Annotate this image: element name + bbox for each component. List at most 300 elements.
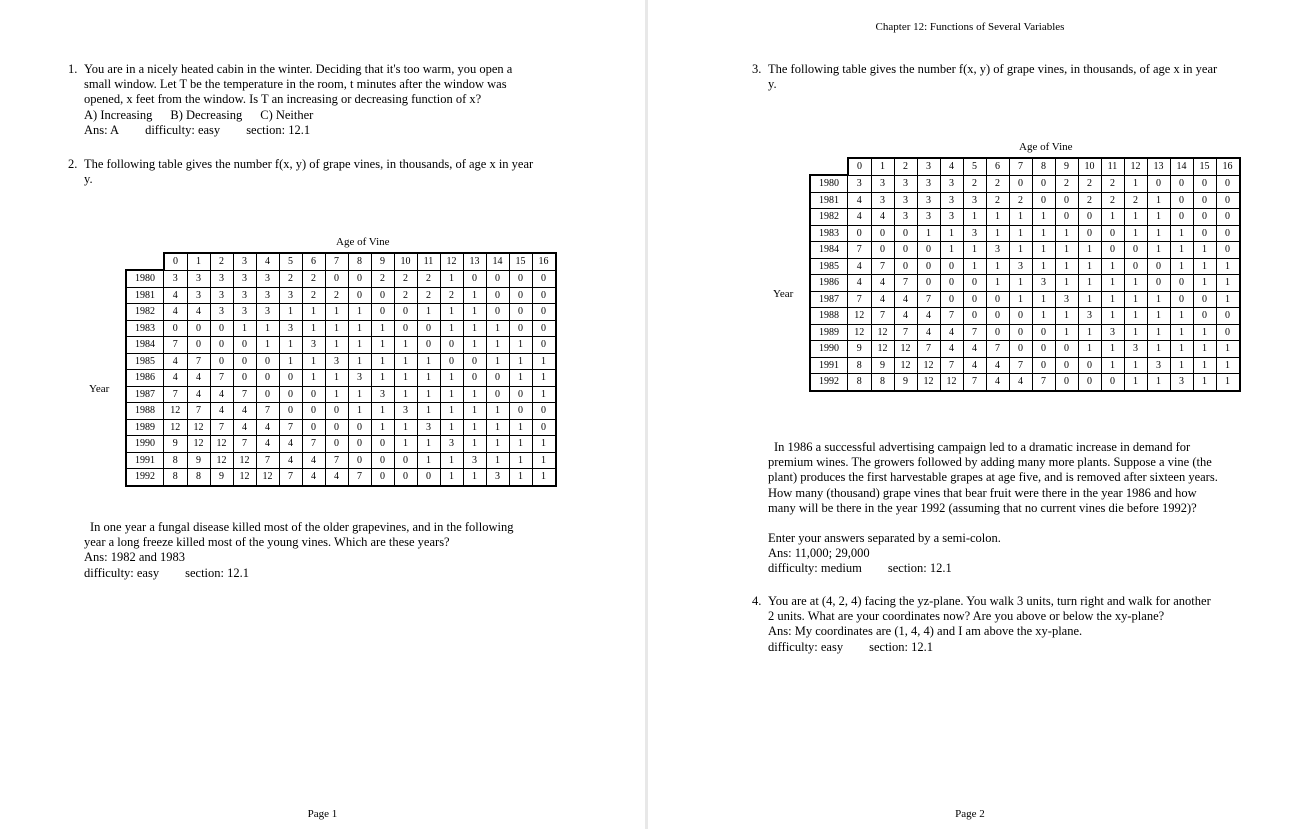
value-cell: 1 xyxy=(440,469,463,486)
value-cell: 0 xyxy=(348,436,371,453)
value-cell: 12 xyxy=(848,308,872,325)
age-header-cell: 7 xyxy=(325,253,348,270)
value-cell: 1 xyxy=(1147,308,1170,325)
value-cell: 0 xyxy=(1032,175,1055,192)
value-cell: 0 xyxy=(325,403,348,420)
value-cell: 3 xyxy=(871,175,894,192)
value-cell: 0 xyxy=(986,324,1009,341)
table-row xyxy=(126,337,556,354)
value-cell: 1 xyxy=(1101,209,1124,226)
value-cell: 9 xyxy=(164,436,188,453)
answer-meta xyxy=(84,566,584,581)
value-cell: 8 xyxy=(848,374,872,391)
question-line: year a long freeze killed most of the young vines. Which are these years? xyxy=(84,535,450,550)
age-header-cell: 13 xyxy=(463,253,486,270)
value-cell: 0 xyxy=(532,304,556,321)
value-cell: 0 xyxy=(371,469,394,486)
value-cell: 3 xyxy=(233,287,256,304)
value-cell: 1 xyxy=(1055,258,1078,275)
year-cell: 1986 xyxy=(126,370,164,387)
value-cell: 0 xyxy=(210,353,233,370)
value-cell: 7 xyxy=(894,324,917,341)
value-cell: 4 xyxy=(302,469,325,486)
age-header-cell: 14 xyxy=(486,253,509,270)
value-cell: 1 xyxy=(1147,242,1170,259)
value-cell: 7 xyxy=(917,341,940,358)
value-cell: 0 xyxy=(302,386,325,403)
value-cell: 4 xyxy=(917,324,940,341)
value-cell: 0 xyxy=(871,242,894,259)
value-cell: 0 xyxy=(1147,275,1170,292)
value-cell: 0 xyxy=(509,386,532,403)
value-cell: 1 xyxy=(1193,357,1216,374)
value-cell: 4 xyxy=(848,275,872,292)
value-cell: 7 xyxy=(848,242,872,259)
value-cell: 0 xyxy=(917,275,940,292)
value-cell: 3 xyxy=(440,436,463,453)
value-cell: 1 xyxy=(1078,242,1101,259)
value-cell: 3 xyxy=(233,270,256,287)
year-cell: 1984 xyxy=(810,242,848,259)
answer: Ans: 1982 and 1983 xyxy=(84,550,186,565)
value-cell: 0 xyxy=(1101,374,1124,391)
value-cell: 4 xyxy=(164,304,188,321)
value-cell: 0 xyxy=(233,370,256,387)
value-cell: 1 xyxy=(348,403,371,420)
value-cell: 12 xyxy=(233,469,256,486)
table-row xyxy=(810,341,1240,358)
value-cell: 0 xyxy=(848,225,872,242)
value-cell: 1 xyxy=(1124,374,1147,391)
year-cell: 1990 xyxy=(810,341,848,358)
value-cell: 7 xyxy=(302,436,325,453)
value-cell: 0 xyxy=(1055,192,1078,209)
year-cell: 1987 xyxy=(810,291,848,308)
year-cell: 1988 xyxy=(810,308,848,325)
value-cell: 0 xyxy=(417,320,440,337)
value-cell: 0 xyxy=(1032,357,1055,374)
value-cell: 1 xyxy=(1078,324,1101,341)
value-cell: 1 xyxy=(1170,341,1193,358)
value-cell: 0 xyxy=(1009,341,1032,358)
age-header-cell: 9 xyxy=(371,253,394,270)
value-cell: 1 xyxy=(1055,308,1078,325)
value-cell: 0 xyxy=(394,452,417,469)
year-cell: 1991 xyxy=(810,357,848,374)
value-cell: 1 xyxy=(1124,291,1147,308)
value-cell: 8 xyxy=(848,357,872,374)
value-cell: 1 xyxy=(463,304,486,321)
value-cell: 3 xyxy=(1124,341,1147,358)
value-cell: 1 xyxy=(440,386,463,403)
value-cell: 1 xyxy=(256,337,279,354)
value-cell: 12 xyxy=(917,374,940,391)
question-line: premium wines. The growers followed by adding many more plants. Suppose a vine (the xyxy=(768,455,1212,470)
age-header-cell: 11 xyxy=(417,253,440,270)
value-cell: 1 xyxy=(1216,374,1240,391)
value-cell: 4 xyxy=(187,370,210,387)
value-cell: 1 xyxy=(417,370,440,387)
value-cell: 3 xyxy=(256,270,279,287)
value-cell: 0 xyxy=(940,291,963,308)
value-cell: 1 xyxy=(371,337,394,354)
value-cell: 0 xyxy=(1101,225,1124,242)
value-cell: 4 xyxy=(871,275,894,292)
value-cell: 1 xyxy=(1124,357,1147,374)
value-cell: 12 xyxy=(164,403,188,420)
value-cell: 1 xyxy=(1124,324,1147,341)
value-cell: 0 xyxy=(325,436,348,453)
value-cell: 9 xyxy=(894,374,917,391)
year-cell: 1989 xyxy=(810,324,848,341)
table-row xyxy=(126,270,556,287)
table-row xyxy=(126,386,556,403)
age-header-cell: 9 xyxy=(1055,158,1078,175)
question-line: The following table gives the number f(x, y) of grape vines, in thousands, of age x in year xyxy=(768,62,1218,76)
table-header-row xyxy=(126,253,556,270)
value-cell: 3 xyxy=(371,386,394,403)
age-header-cell: 12 xyxy=(1124,158,1147,175)
value-cell: 12 xyxy=(187,419,210,436)
question-3-intro xyxy=(752,62,1268,92)
value-cell: 1 xyxy=(348,353,371,370)
value-cell: 0 xyxy=(917,242,940,259)
value-cell: 7 xyxy=(1032,374,1055,391)
value-cell: 0 xyxy=(894,258,917,275)
value-cell: 7 xyxy=(940,357,963,374)
value-cell: 1 xyxy=(325,386,348,403)
value-cell: 8 xyxy=(164,469,188,486)
age-header-cell: 4 xyxy=(940,158,963,175)
question-line: y. xyxy=(768,77,777,92)
value-cell: 1 xyxy=(394,436,417,453)
year-cell: 1982 xyxy=(126,304,164,321)
value-cell: 7 xyxy=(894,275,917,292)
value-cell: 0 xyxy=(348,270,371,287)
value-cell: 0 xyxy=(371,304,394,321)
answer-meta xyxy=(768,561,1268,576)
value-cell: 0 xyxy=(1078,209,1101,226)
value-cell: 4 xyxy=(894,308,917,325)
table-row xyxy=(126,469,556,486)
value-cell: 1 xyxy=(1009,242,1032,259)
value-cell: 0 xyxy=(1055,341,1078,358)
value-cell: 2 xyxy=(394,287,417,304)
value-cell: 1 xyxy=(1055,242,1078,259)
value-cell: 1 xyxy=(1147,192,1170,209)
value-cell: 1 xyxy=(417,353,440,370)
year-cell: 1988 xyxy=(126,403,164,420)
value-cell: 1 xyxy=(1055,225,1078,242)
value-cell: 0 xyxy=(509,270,532,287)
value-cell: 12 xyxy=(210,436,233,453)
value-cell: 3 xyxy=(986,242,1009,259)
value-cell: 1 xyxy=(1124,308,1147,325)
col-axis-label: Age of Vine xyxy=(336,236,390,248)
value-cell: 0 xyxy=(210,337,233,354)
value-cell: 3 xyxy=(1032,275,1055,292)
value-cell: 4 xyxy=(848,209,872,226)
table-header-row xyxy=(810,158,1240,175)
age-header-cell: 8 xyxy=(348,253,371,270)
year-cell: 1981 xyxy=(126,287,164,304)
value-cell: 0 xyxy=(1170,175,1193,192)
value-cell: 4 xyxy=(871,209,894,226)
table-row xyxy=(126,287,556,304)
age-header-cell: 12 xyxy=(440,253,463,270)
value-cell: 0 xyxy=(963,275,986,292)
value-cell: 1 xyxy=(509,353,532,370)
value-cell: 12 xyxy=(256,469,279,486)
value-cell: 3 xyxy=(917,192,940,209)
value-cell: 4 xyxy=(940,341,963,358)
age-header-cell: 8 xyxy=(1032,158,1055,175)
value-cell: 7 xyxy=(963,324,986,341)
value-cell: 0 xyxy=(1193,209,1216,226)
value-cell: 4 xyxy=(871,291,894,308)
question-number: 2. xyxy=(68,157,78,171)
value-cell: 1 xyxy=(1193,242,1216,259)
value-cell: 3 xyxy=(940,175,963,192)
value-cell: 0 xyxy=(1032,341,1055,358)
value-cell: 7 xyxy=(871,258,894,275)
value-cell: 9 xyxy=(187,452,210,469)
value-cell: 1 xyxy=(532,469,556,486)
value-cell: 1 xyxy=(963,242,986,259)
question-line: many will be there in the year 1992 (assuming that no current vines die before 1992)? xyxy=(768,500,1197,515)
value-cell: 1 xyxy=(1147,291,1170,308)
value-cell: 1 xyxy=(1216,341,1240,358)
difficulty: difficulty: easy xyxy=(84,565,160,580)
age-header-cell: 11 xyxy=(1101,158,1124,175)
value-cell: 7 xyxy=(210,419,233,436)
value-cell: 1 xyxy=(1124,209,1147,226)
age-header-cell: 6 xyxy=(302,253,325,270)
value-cell: 0 xyxy=(1216,175,1240,192)
value-cell: 3 xyxy=(486,469,509,486)
value-cell: 0 xyxy=(256,370,279,387)
value-cell: 3 xyxy=(187,270,210,287)
value-cell: 1 xyxy=(1055,324,1078,341)
value-cell: 3 xyxy=(417,419,440,436)
value-cell: 7 xyxy=(1009,357,1032,374)
value-cell: 2 xyxy=(1078,175,1101,192)
age-header-cell: 2 xyxy=(210,253,233,270)
value-cell: 1 xyxy=(1216,258,1240,275)
value-cell: 0 xyxy=(325,270,348,287)
value-cell: 0 xyxy=(486,370,509,387)
value-cell: 0 xyxy=(532,337,556,354)
value-cell: 1 xyxy=(302,320,325,337)
value-cell: 0 xyxy=(348,419,371,436)
value-cell: 3 xyxy=(963,192,986,209)
age-header-cell: 15 xyxy=(509,253,532,270)
table-row xyxy=(126,320,556,337)
table-row xyxy=(126,419,556,436)
page-footer: Page 1 xyxy=(307,808,338,820)
value-cell: 0 xyxy=(1101,242,1124,259)
page-header: Chapter 12: Functions of Several Variables xyxy=(875,21,1065,33)
answer-meta xyxy=(84,123,584,138)
value-cell: 1 xyxy=(1147,324,1170,341)
value-cell: 0 xyxy=(417,337,440,354)
value-cell: 1 xyxy=(1101,308,1124,325)
value-cell: 0 xyxy=(1032,192,1055,209)
value-cell: 3 xyxy=(917,209,940,226)
question-line: small window. Let T be the temperature in the room, t minutes after the window was xyxy=(84,77,507,92)
value-cell: 4 xyxy=(210,403,233,420)
value-cell: 7 xyxy=(940,308,963,325)
question-3-body xyxy=(768,440,1268,577)
value-cell: 3 xyxy=(210,304,233,321)
value-cell: 1 xyxy=(440,320,463,337)
value-cell: 0 xyxy=(1216,242,1240,259)
question-line: You are at (4, 2, 4) facing the yz-plane. You walk 3 units, turn right and walk for another xyxy=(768,594,1211,608)
value-cell: 4 xyxy=(210,386,233,403)
page-1 xyxy=(0,0,645,829)
value-cell: 0 xyxy=(256,353,279,370)
value-cell: 1 xyxy=(371,370,394,387)
value-cell: 12 xyxy=(917,357,940,374)
value-cell: 2 xyxy=(1101,192,1124,209)
value-cell: 12 xyxy=(871,341,894,358)
value-cell: 1 xyxy=(463,469,486,486)
value-cell: 1 xyxy=(1032,308,1055,325)
value-cell: 1 xyxy=(1147,225,1170,242)
value-cell: 0 xyxy=(894,242,917,259)
value-cell: 4 xyxy=(940,324,963,341)
value-cell: 3 xyxy=(1170,374,1193,391)
value-cell: 7 xyxy=(256,452,279,469)
value-cell: 3 xyxy=(256,287,279,304)
value-cell: 0 xyxy=(164,320,188,337)
value-cell: 1 xyxy=(394,370,417,387)
value-cell: 7 xyxy=(279,469,302,486)
value-cell: 1 xyxy=(256,320,279,337)
value-cell: 0 xyxy=(256,386,279,403)
table-row xyxy=(810,291,1240,308)
value-cell: 1 xyxy=(440,270,463,287)
question-4 xyxy=(752,594,1268,655)
value-cell: 1 xyxy=(1193,374,1216,391)
value-cell: 1 xyxy=(463,287,486,304)
value-cell: 7 xyxy=(233,436,256,453)
value-cell: 4 xyxy=(164,353,188,370)
value-cell: 1 xyxy=(440,304,463,321)
value-cell: 4 xyxy=(848,258,872,275)
value-cell: 0 xyxy=(871,225,894,242)
value-cell: 1 xyxy=(417,304,440,321)
value-cell: 1 xyxy=(509,452,532,469)
table-row xyxy=(126,436,556,453)
value-cell: 0 xyxy=(1216,209,1240,226)
value-cell: 0 xyxy=(187,337,210,354)
value-cell: 0 xyxy=(509,320,532,337)
value-cell: 0 xyxy=(394,320,417,337)
value-cell: 1 xyxy=(963,209,986,226)
question-line: y. xyxy=(84,172,93,187)
age-header-cell: 13 xyxy=(1147,158,1170,175)
value-cell: 0 xyxy=(1193,291,1216,308)
value-cell: 0 xyxy=(940,275,963,292)
value-cell: 1 xyxy=(1170,242,1193,259)
value-cell: 1 xyxy=(1101,341,1124,358)
section: section: 12.1 xyxy=(246,122,311,137)
value-cell: 0 xyxy=(532,270,556,287)
value-cell: 4 xyxy=(279,452,302,469)
table-row xyxy=(126,452,556,469)
value-cell: 2 xyxy=(371,270,394,287)
value-cell: 1 xyxy=(1009,225,1032,242)
value-cell: 1 xyxy=(917,225,940,242)
value-cell: 1 xyxy=(1170,357,1193,374)
value-cell: 7 xyxy=(233,386,256,403)
year-cell: 1980 xyxy=(126,270,164,287)
vine-table xyxy=(809,157,1241,392)
value-cell: 7 xyxy=(325,452,348,469)
value-cell: 3 xyxy=(1147,357,1170,374)
value-cell: 12 xyxy=(210,452,233,469)
value-cell: 2 xyxy=(394,270,417,287)
question-2-body xyxy=(84,520,584,581)
value-cell: 0 xyxy=(1193,308,1216,325)
value-cell: 1 xyxy=(1147,374,1170,391)
question-line: The following table gives the number f(x, y) of grape vines, in thousands, of age x in year xyxy=(84,157,534,171)
age-header-cell: 14 xyxy=(1170,158,1193,175)
age-header-cell: 10 xyxy=(1078,158,1101,175)
value-cell: 0 xyxy=(1124,242,1147,259)
section: section: 12.1 xyxy=(869,639,933,654)
value-cell: 1 xyxy=(302,353,325,370)
value-cell: 1 xyxy=(1009,275,1032,292)
value-cell: 0 xyxy=(1078,225,1101,242)
question-2-intro xyxy=(68,157,584,187)
value-cell: 3 xyxy=(1055,291,1078,308)
value-cell: 1 xyxy=(986,258,1009,275)
row-axis-label: Year xyxy=(773,288,794,300)
value-cell: 3 xyxy=(894,192,917,209)
value-cell: 0 xyxy=(279,370,302,387)
value-cell: 0 xyxy=(302,419,325,436)
value-cell: 1 xyxy=(532,386,556,403)
value-cell: 1 xyxy=(348,337,371,354)
value-cell: 1 xyxy=(1124,275,1147,292)
value-cell: 3 xyxy=(394,403,417,420)
value-cell: 1 xyxy=(1124,225,1147,242)
value-cell: 1 xyxy=(963,258,986,275)
value-cell: 0 xyxy=(1170,291,1193,308)
value-cell: 1 xyxy=(486,419,509,436)
value-cell: 0 xyxy=(1009,324,1032,341)
value-cell: 0 xyxy=(440,337,463,354)
value-cell: 12 xyxy=(894,341,917,358)
value-cell: 1 xyxy=(1216,291,1240,308)
value-cell: 4 xyxy=(325,469,348,486)
value-cell: 1 xyxy=(1032,209,1055,226)
question-line: You are in a nicely heated cabin in the winter. Deciding that it's too warm, you open a xyxy=(84,62,513,76)
value-cell: 1 xyxy=(532,452,556,469)
value-cell: 1 xyxy=(1101,291,1124,308)
option-b: B) Decreasing xyxy=(170,107,243,122)
value-cell: 1 xyxy=(486,320,509,337)
value-cell: 9 xyxy=(871,357,894,374)
value-cell: 0 xyxy=(1216,225,1240,242)
age-header-cell: 1 xyxy=(187,253,210,270)
value-cell: 3 xyxy=(871,192,894,209)
value-cell: 1 xyxy=(1078,291,1101,308)
value-cell: 3 xyxy=(210,287,233,304)
value-cell: 2 xyxy=(1078,192,1101,209)
